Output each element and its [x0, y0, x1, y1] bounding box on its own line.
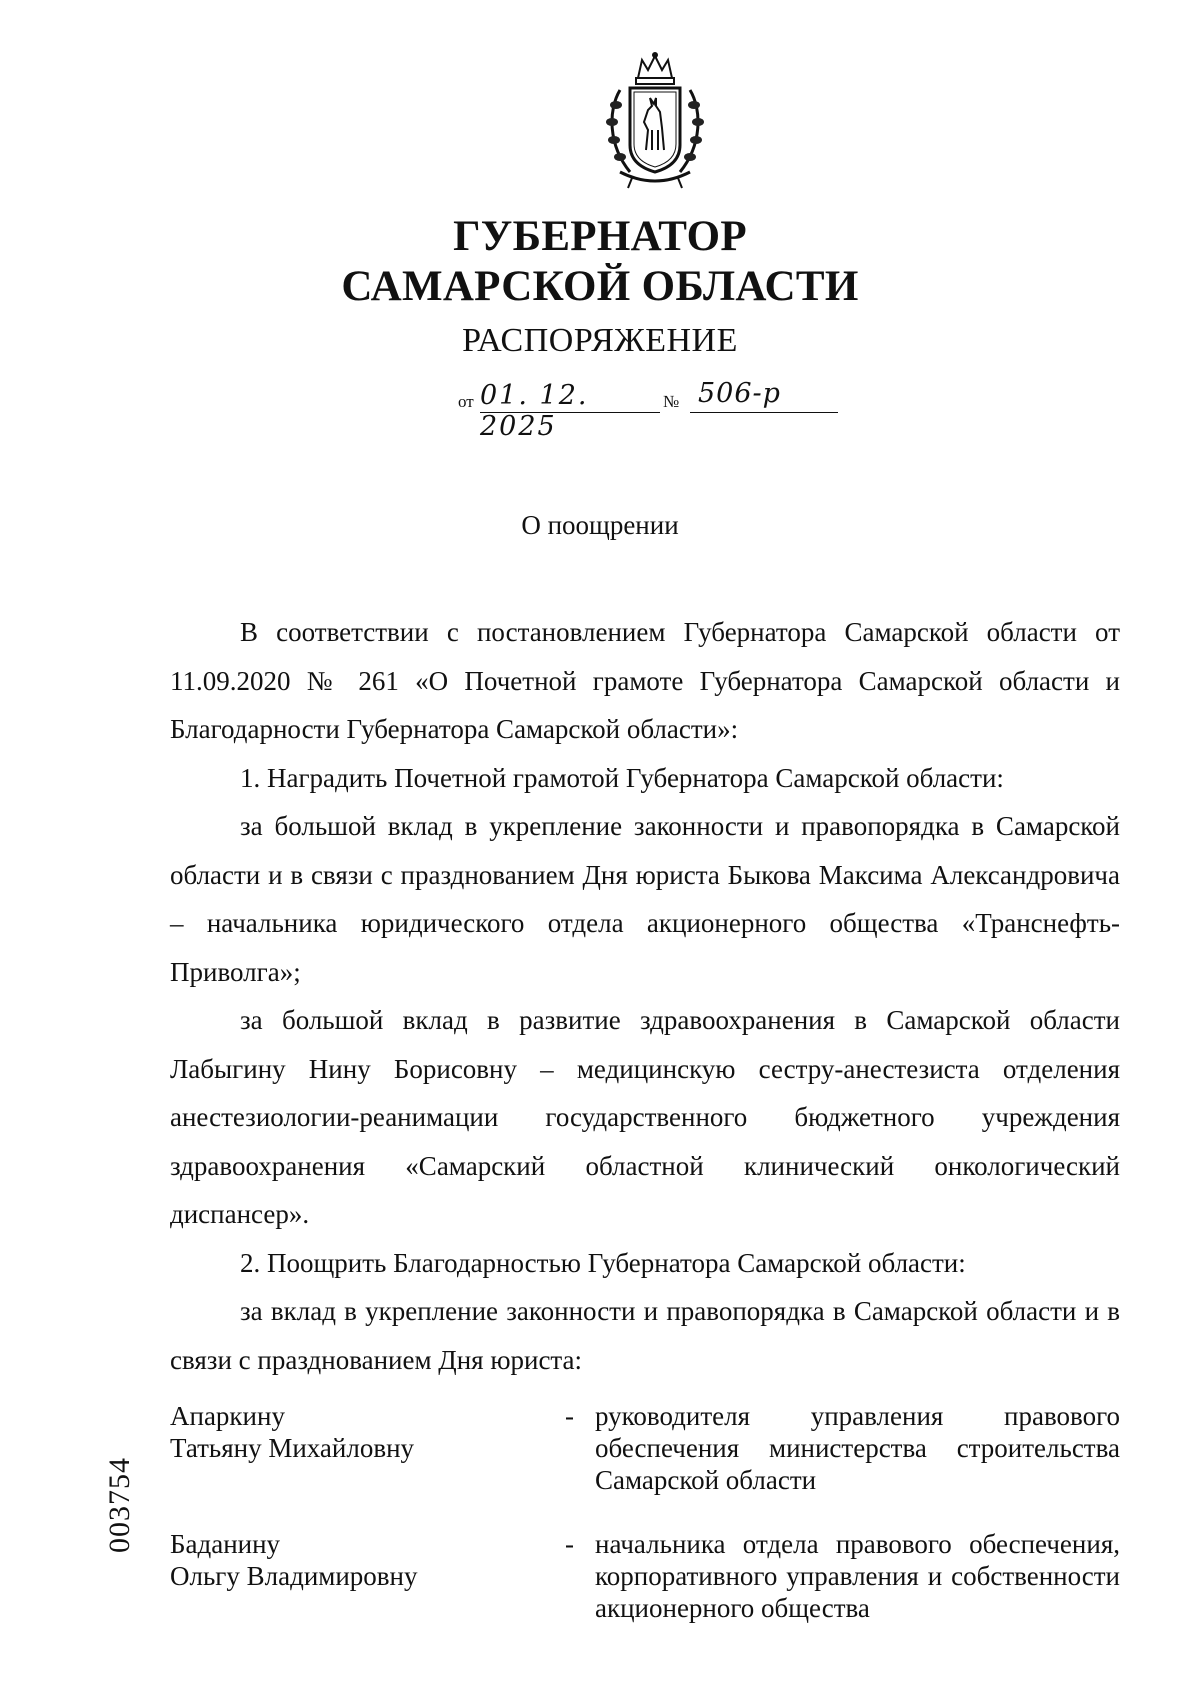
- number-underline: [690, 412, 838, 413]
- awardee-surname: Баданину: [170, 1529, 281, 1559]
- document-type: РАСПОРЯЖЕНИЕ: [462, 322, 738, 359]
- gratitude-reason-paragraph: за вклад в укрепление законности и правопорядка в Самарской области и в связи с празднованием Дня юриста:: [170, 1296, 1120, 1375]
- awardee-role: начальника отдела правового обеспечения, корпоративного управления и собственности акционерного общества: [595, 1529, 1120, 1623]
- awardee-list: [170, 1400, 1120, 1656]
- coat-of-arms-icon: [590, 50, 720, 190]
- document-body: [170, 608, 1120, 1384]
- awardee-row: [170, 1528, 1120, 1656]
- awardee-dash: -: [565, 1401, 574, 1431]
- awardee-given-names: Ольгу Владимировну: [170, 1561, 418, 1591]
- preamble-paragraph: В соответствии с постановлением Губернатора Самарской области от 11.09.2020 № 261 «О Почетной грамоте Губернатора Самарской области и Благодарности Губернатора Самарской области»:: [170, 617, 1120, 744]
- awardee-dash: -: [565, 1529, 574, 1559]
- award-labygina-paragraph: за большой вклад в развитие здравоохранения в Самарской области Лабыгину Нину Борисовну – медицинскую сестру-анестезиста отделения анестезиологии-реанимации государственного бюджетного учреждения здравоохранения «Самарский областной клинический онкологический диспансер».: [170, 1005, 1120, 1229]
- document-date: 01. 12. 2025: [480, 380, 589, 442]
- document-number: 506-р: [698, 378, 781, 409]
- award-bykov-paragraph: за большой вклад в укрепление законности и правопорядка в Самарской области и в связи с празднованием Дня юриста Быкова Максима Александровича – начальника юридического отдела акционерного общества «Транснефть-Приволга»;: [170, 811, 1120, 987]
- date-prefix: от: [458, 392, 474, 411]
- issuer-title-line2: САМАРСКОЙ ОБЛАСТИ: [341, 263, 859, 310]
- document-subject: О поощрении: [521, 510, 679, 540]
- awardee-row: [170, 1400, 1120, 1528]
- date-underline: [480, 412, 660, 413]
- margin-serial-stamp: [95, 1425, 145, 1585]
- number-label: №: [663, 392, 680, 411]
- awardee-given-names: Татьяну Михайловну: [170, 1433, 415, 1463]
- issuer-title-line1: ГУБЕРНАТОР: [453, 213, 747, 260]
- awardee-name: [170, 1400, 550, 1464]
- margin-serial-number: 003754: [103, 1457, 136, 1553]
- date-number-line: [458, 378, 858, 442]
- clause-2-paragraph: 2. Поощрить Благодарностью Губернатора Самарской области:: [240, 1247, 966, 1278]
- awardee-role: руководителя управления правового обеспечения министерства строительства Самарской области: [595, 1401, 1120, 1495]
- awardee-name: [170, 1528, 550, 1592]
- awardee-surname: Апаркину: [170, 1401, 285, 1431]
- clause-1-paragraph: 1. Наградить Почетной грамотой Губернатора Самарской области:: [240, 762, 1004, 793]
